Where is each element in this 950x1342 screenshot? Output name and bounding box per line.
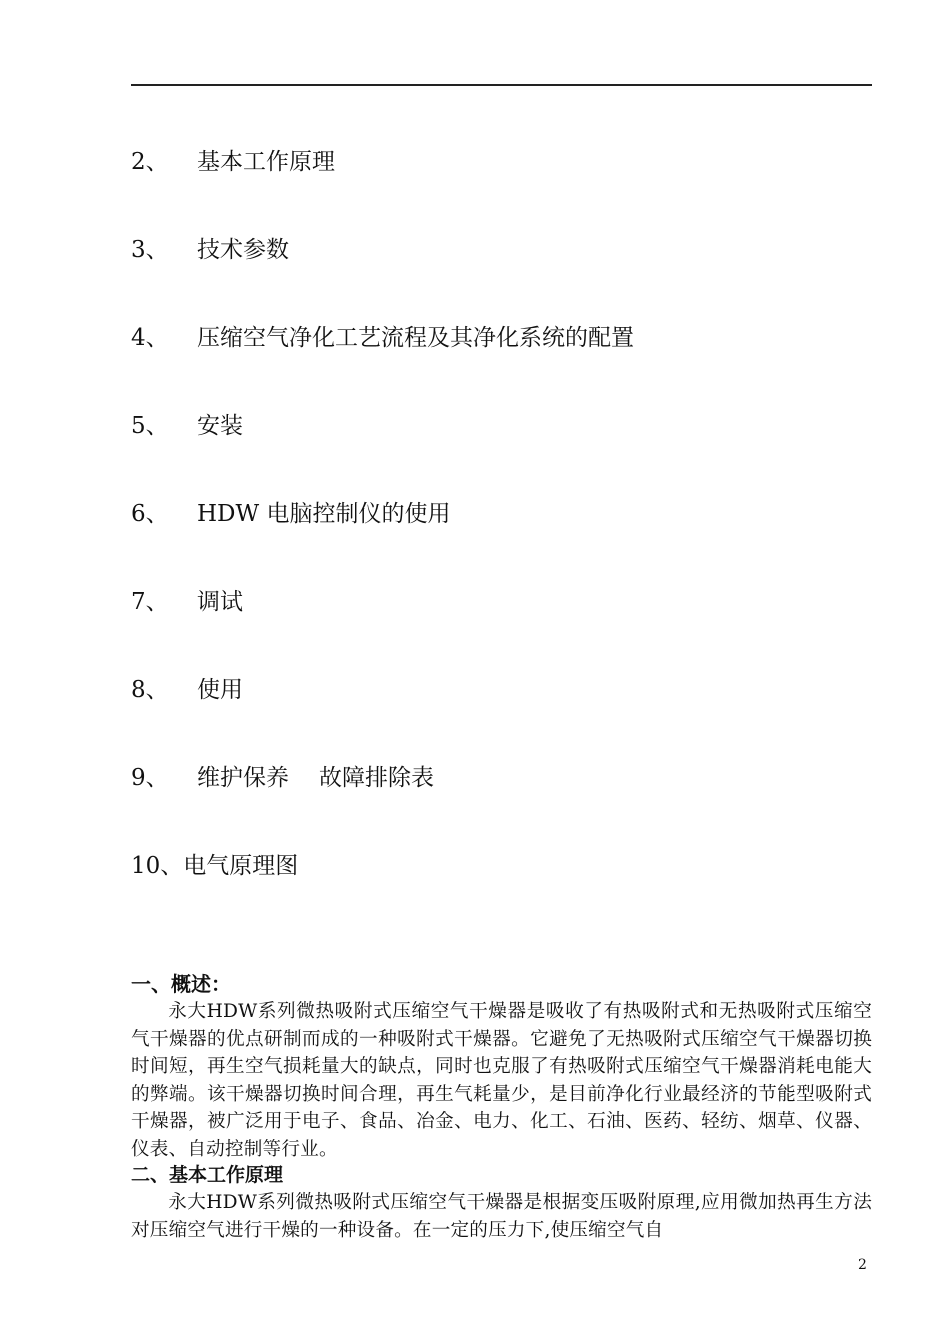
toc-number: 9、: [131, 765, 169, 791]
toc-label: 电气原理图: [183, 853, 299, 879]
toc-label: HDW 电脑控制仪的使用: [197, 501, 451, 527]
section-heading: 二、基本工作原理: [131, 1164, 284, 1186]
toc-number: 8、: [131, 677, 169, 703]
toc-item: [131, 851, 298, 881]
section-heading: 一、概述：: [131, 972, 231, 996]
toc-item: [131, 235, 289, 265]
toc-number: 6、: [131, 501, 169, 527]
section-working-principle: [131, 1161, 872, 1244]
toc-number: 4、: [131, 325, 169, 351]
toc-label: 调试: [197, 589, 243, 615]
toc-label: 使用: [197, 677, 243, 703]
toc-label: 基本工作原理: [197, 149, 335, 175]
section-overview: [131, 970, 872, 1163]
toc-label-secondary: 故障排除表: [319, 765, 434, 791]
toc-label: 技术参数: [197, 237, 289, 263]
header-rule: [131, 84, 872, 86]
toc-item: [131, 763, 434, 793]
toc-number: 2、: [131, 149, 169, 175]
toc-number: 10、: [131, 853, 184, 879]
toc-number: 5、: [131, 413, 169, 439]
toc-label: 维护保养: [197, 765, 289, 791]
toc-number: 7、: [131, 589, 169, 615]
toc-item: [131, 499, 450, 529]
toc-label: 压缩空气净化工艺流程及其净化系统的配置: [197, 325, 634, 351]
section-body: 永大HDW系列微热吸附式压缩空气干燥器是吸收了有热吸附式和无热吸附式压缩空气干燥器的优点研制而成的一种吸附式干燥器。它避免了无热吸附式压缩空气干燥器切换时间短，再生空气损耗量大的缺点，同时也克服了有热吸附式压缩空气干燥器消耗电能大的弊端。该干燥器切换时间合理，再生气耗量少，是目前净化行业最经济的节能型吸附式干燥器，被广泛用于电子、食品、冶金、电力、化工、石油、医药、轻纺、烟草、仪器、仪表、自动控制等行业。: [131, 1001, 872, 1160]
section-body: 永大HDW系列微热吸附式压缩空气干燥器是根据变压吸附原理,应用微加热再生方法对压缩空气进行干燥的一种设备。在一定的压力下,使压缩空气自: [131, 1192, 872, 1241]
toc-number: 3、: [131, 237, 169, 263]
toc-item: [131, 411, 243, 441]
page-number: 2: [858, 1257, 867, 1273]
toc-item: [131, 323, 634, 353]
toc-item: [131, 147, 335, 177]
toc-item: [131, 675, 243, 705]
toc-label: 安装: [197, 413, 243, 439]
toc-item: [131, 587, 243, 617]
